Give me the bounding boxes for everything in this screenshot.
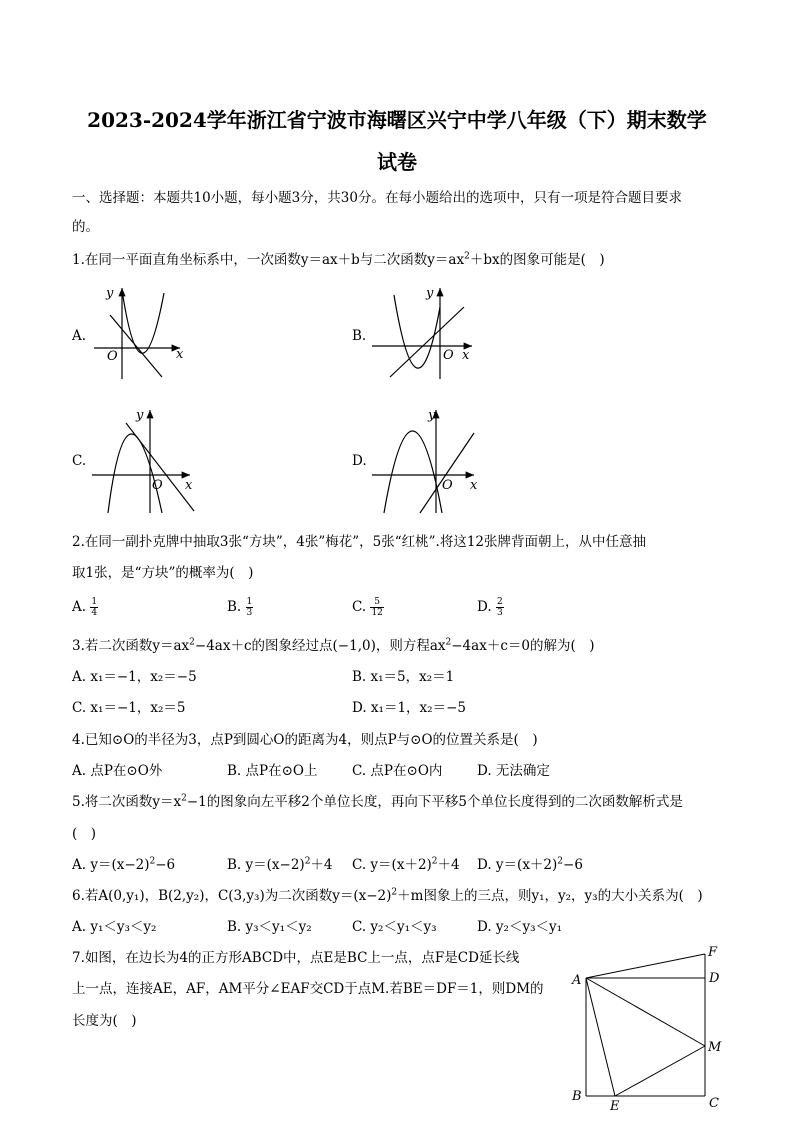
- q7-stem-line2: 上一点，连接AE，AF，AM平分∠EAF交CD于点M.若BE＝DF＝1，则DM的: [72, 981, 544, 997]
- q5-stem-line1: 5.将二次函数$y=x^2-1$的图象向左平移2个单位长度，再向下平移5个单位长度得到的二次函数解析式是: [72, 793, 683, 810]
- point-b-label: B: [572, 1089, 582, 1104]
- q5-option-d: D. $y=(x+2)^2-6$: [477, 856, 583, 873]
- q7-square-figure: [568, 940, 728, 1115]
- origin-label: O: [442, 478, 453, 493]
- q1-graph-d: [370, 405, 485, 515]
- q4-option-a: A. 点P在⊙O外: [72, 763, 163, 779]
- point-a-label: A: [572, 973, 582, 988]
- page-title: 2023-2024学年浙江省宁波市海曙区兴宁中学八年级（下）期末数学: [87, 108, 707, 132]
- q1-option-b-label: B.: [352, 328, 367, 344]
- section-heading: 一、选择题：本题共10小题，每小题3分，共30分。在每小题给出的选项中，只有一项是符合题目要求: [72, 190, 682, 206]
- point-d-label: D: [709, 971, 720, 986]
- x-axis-label: x: [462, 348, 470, 363]
- x-axis-label: x: [176, 347, 184, 362]
- q4-option-d: D. 无法确定: [477, 763, 550, 779]
- q1-option-c-label: C.: [72, 453, 87, 469]
- q4-option-b: B. 点P在⊙O上: [227, 763, 318, 779]
- q2-stem-line1: 2.在同一副扑克牌中抽取3张“方块”，4张”梅花”，5张“红桃”.将这12张牌背面朝上，从中任意抽: [72, 534, 647, 550]
- q6-option-d: D. y₂＜y₃＜y₁: [477, 919, 563, 935]
- point-f-label: F: [708, 945, 718, 960]
- q6-option-a: A. y₁＜y₃＜y₂: [72, 919, 157, 935]
- y-axis-label: y: [426, 286, 434, 301]
- q5-option-c: C. $y=(x+2)^2+4$: [352, 856, 460, 873]
- origin-label: O: [443, 348, 454, 363]
- q3-option-c: C. x₁＝−1，x₂＝5: [72, 700, 186, 716]
- q3-option-a: A. x₁＝−1，x₂＝−5: [72, 669, 197, 685]
- q2-option-a: A. $\frac{1}{4}$: [72, 597, 98, 618]
- y-axis-label: y: [106, 286, 114, 301]
- q4-option-c: C. 点P在⊙O内: [352, 763, 443, 779]
- q7-stem-line1: 7.如图，在边长为4的正方形ABCD中，点E是BC上一点，点F是CD延长线: [72, 950, 520, 966]
- point-m-label: M: [708, 1040, 722, 1055]
- q2-option-c: C. $\frac{5}{12}$: [352, 597, 383, 618]
- q7-stem-line3: 长度为( ): [72, 1013, 137, 1029]
- page-title-cont: 试卷: [377, 150, 417, 174]
- point-e-label: E: [610, 1099, 620, 1114]
- q5-option-a: A. $y=(x-2)^2-6$: [72, 856, 176, 873]
- q1-option-d-label: D.: [352, 453, 367, 469]
- x-axis-label: x: [185, 478, 193, 493]
- q1-graph-a: [92, 285, 192, 380]
- q1-option-a-label: A.: [72, 328, 87, 344]
- y-axis-label: y: [136, 408, 144, 423]
- origin-label: O: [152, 478, 163, 493]
- origin-label: O: [107, 349, 118, 364]
- q6-stem: 6.若A(0,y₁)，B(2,y₂)，C(3,y₃)为二次函数$y=(x-2)^2+m$图象上的三点，则y₁，y₂，y₃的大小关系为( ): [72, 887, 703, 904]
- q1-stem: 1.在同一平面直角坐标系中，一次函数y＝ax＋b与二次函数$y=ax^2+bx$的图象可能是( ): [72, 251, 605, 268]
- q3-option-b: B. x₁＝5，x₂＝1: [352, 669, 455, 685]
- q3-stem: 3.若二次函数$y=ax^2-4ax+c$的图象经过点(−1,0)，则方程$ax^2-4ax+c=0$的解为( ): [72, 637, 595, 654]
- q1-graph-c: [90, 405, 200, 515]
- y-axis-label: y: [428, 408, 436, 423]
- q5-stem-line2: ( ): [72, 826, 97, 842]
- q6-option-c: C. y₂＜y₁＜y₃: [352, 919, 437, 935]
- q1-graph-b: [370, 285, 480, 380]
- point-c-label: C: [709, 1096, 719, 1111]
- q3-option-d: D. x₁＝1，x₂＝−5: [352, 700, 466, 716]
- q4-stem: 4.已知⊙O的半径为3，点P到圆心O的距离为4，则点P与⊙O的位置关系是( ): [72, 732, 538, 748]
- x-axis-label: x: [470, 478, 478, 493]
- q6-option-b: B. y₃＜y₁＜y₂: [227, 919, 312, 935]
- q5-option-b: B. $y=(x-2)^2+4$: [227, 856, 333, 873]
- q2-stem-line2: 取1张，是“方块”的概率为( ): [72, 565, 254, 581]
- section-heading-cont: 的。: [72, 219, 99, 235]
- q2-option-b: B. $\frac{1}{3}$: [227, 597, 253, 618]
- q2-option-d: D. $\frac{2}{3}$: [477, 597, 503, 618]
